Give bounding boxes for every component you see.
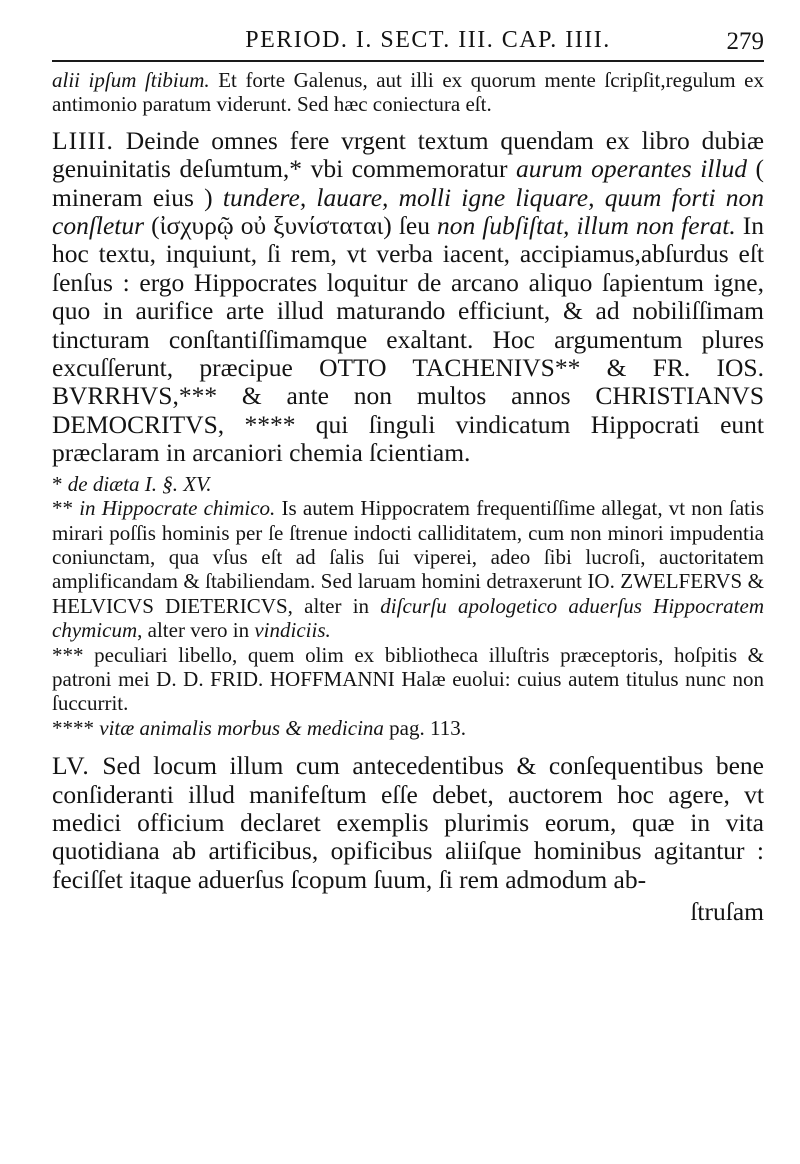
footnote-2-italic: in Hippocrate chimico. [79, 496, 276, 521]
footnote-4-italic: vitæ animalis morbus & medicina [94, 715, 384, 740]
running-head [52, 20, 764, 60]
continuation-paragraph [52, 68, 764, 117]
footnote-4-mark: **** [52, 715, 94, 740]
footnote-2-text-2: , alter vero in [137, 618, 255, 643]
page-number: 279 [726, 28, 764, 55]
section-54-seg1: Deinde omnes fere vrgent textum quendam ex libro dubiæ genuinitatis deſumtum,* vbi commemoratur [52, 125, 764, 184]
continuation-text: Et forte Galenus, aut illi ex quorum mente ſcripſit,regulum ex antimonio paratum viderunt. Sed hæc coniectura eſt. [52, 68, 764, 117]
footnote-1-mark: * [52, 471, 63, 496]
footnotes [52, 472, 764, 740]
section-55-number: LV. [52, 751, 90, 781]
footnote-2-text: Is autem Hippocratem frequentiſſime allegat, vt non ſatis mirari poſſis hominis per ſe ſtrenue indocti calliditatem, cum non minori impudentia coniunctam, qua vſus eſt ad ſalis ſui viperei, adeo ſibi lucroſi, auctoritatem amplificandam & ſtabiliendam. Sed laruam homini detraxerunt IO. ZWELFERVS & HELVICVS DIETERICVS, alter in [52, 496, 764, 618]
continuation-italic: alii ipſum ſtibium. [52, 68, 210, 92]
footnote-3-text: peculiari libello, quem olim ex bibliotheca illuſtris præceptoris, hoſpitis & patroni mei D. D. FRID. HOFFMANNI Halæ euolui: cuius autem titulus nunc non ſuccurrit. [52, 642, 764, 716]
footnote-4-text: pag. 113. [383, 715, 466, 740]
footnote-2-italic-2: diſcurſu apologetico aduerſus Hippocratem chymicum [52, 593, 764, 643]
catchword: ſtruſam [690, 897, 764, 927]
section-54-seg2: aurum operantes illud [515, 154, 747, 184]
running-title: PERIOD. I. SECT. III. CAP. IIII. [245, 27, 611, 53]
footnote-3-mark: *** [52, 642, 84, 667]
footnote-3 [52, 643, 764, 716]
footnote-2-mark: ** [52, 496, 73, 521]
section-54-seg5: (ἰσχυρῷ οὐ ξυνίσταται) ſeu [144, 211, 438, 241]
section-54-seg4: tundere, lauare, molli igne liquare, quum forti non conſletur [52, 182, 765, 241]
section-54-seg6: non ſubſiſtat, illum non ferat. [437, 211, 736, 241]
section-54-seg3: ( mineram eius ) [52, 154, 764, 212]
footnote-2 [52, 496, 764, 642]
footnote-4 [52, 716, 764, 740]
header-rule [52, 60, 764, 62]
section-55-text: Sed locum illum cum antecedentibus & conſequentibus bene conſideranti illud manifeſtum eſſe debet, auctorem hoc agere, vt medici officium declaret exemplis plurimis eorum, quæ in vita quotidiana ab artificibus, opificibus aliiſque hominibus agitantur : feciſſet itaque aduerſus ſcopum ſuum, ſi rem admodum ab- [52, 751, 764, 894]
section-54-seg7: In hoc textu, inquiunt, ſi rem, vt verba iacent, accipiamus,abſurdus eſt ſenſus : ergo Hippocrates loquitur de arcano aliquo ſapientum igne, quo in aurifice arte illud maturando efficiunt, & ad nobiliſſimam tincturam conſtantiſſimamque exaltant. Hoc argumentum plures excuſſerunt, præcipue OTTO TACHENIVS** & FR. IOS. BVRRHVS,*** & ante non multos annos CHRISTIANVS DEMOCRITVS, **** qui ſinguli vindicatum Hippocrati eunt præclaram in arcaniori chemia ſcientiam. [52, 211, 765, 468]
section-55-paragraph [52, 752, 764, 894]
footnote-2-italic-3: vindiciis. [254, 618, 331, 643]
section-54-paragraph [52, 127, 764, 468]
section-54-number: LIIII. [52, 125, 114, 155]
footnote-1-text: de diæta I. §. XV. [67, 471, 212, 496]
footnote-1 [52, 472, 764, 496]
